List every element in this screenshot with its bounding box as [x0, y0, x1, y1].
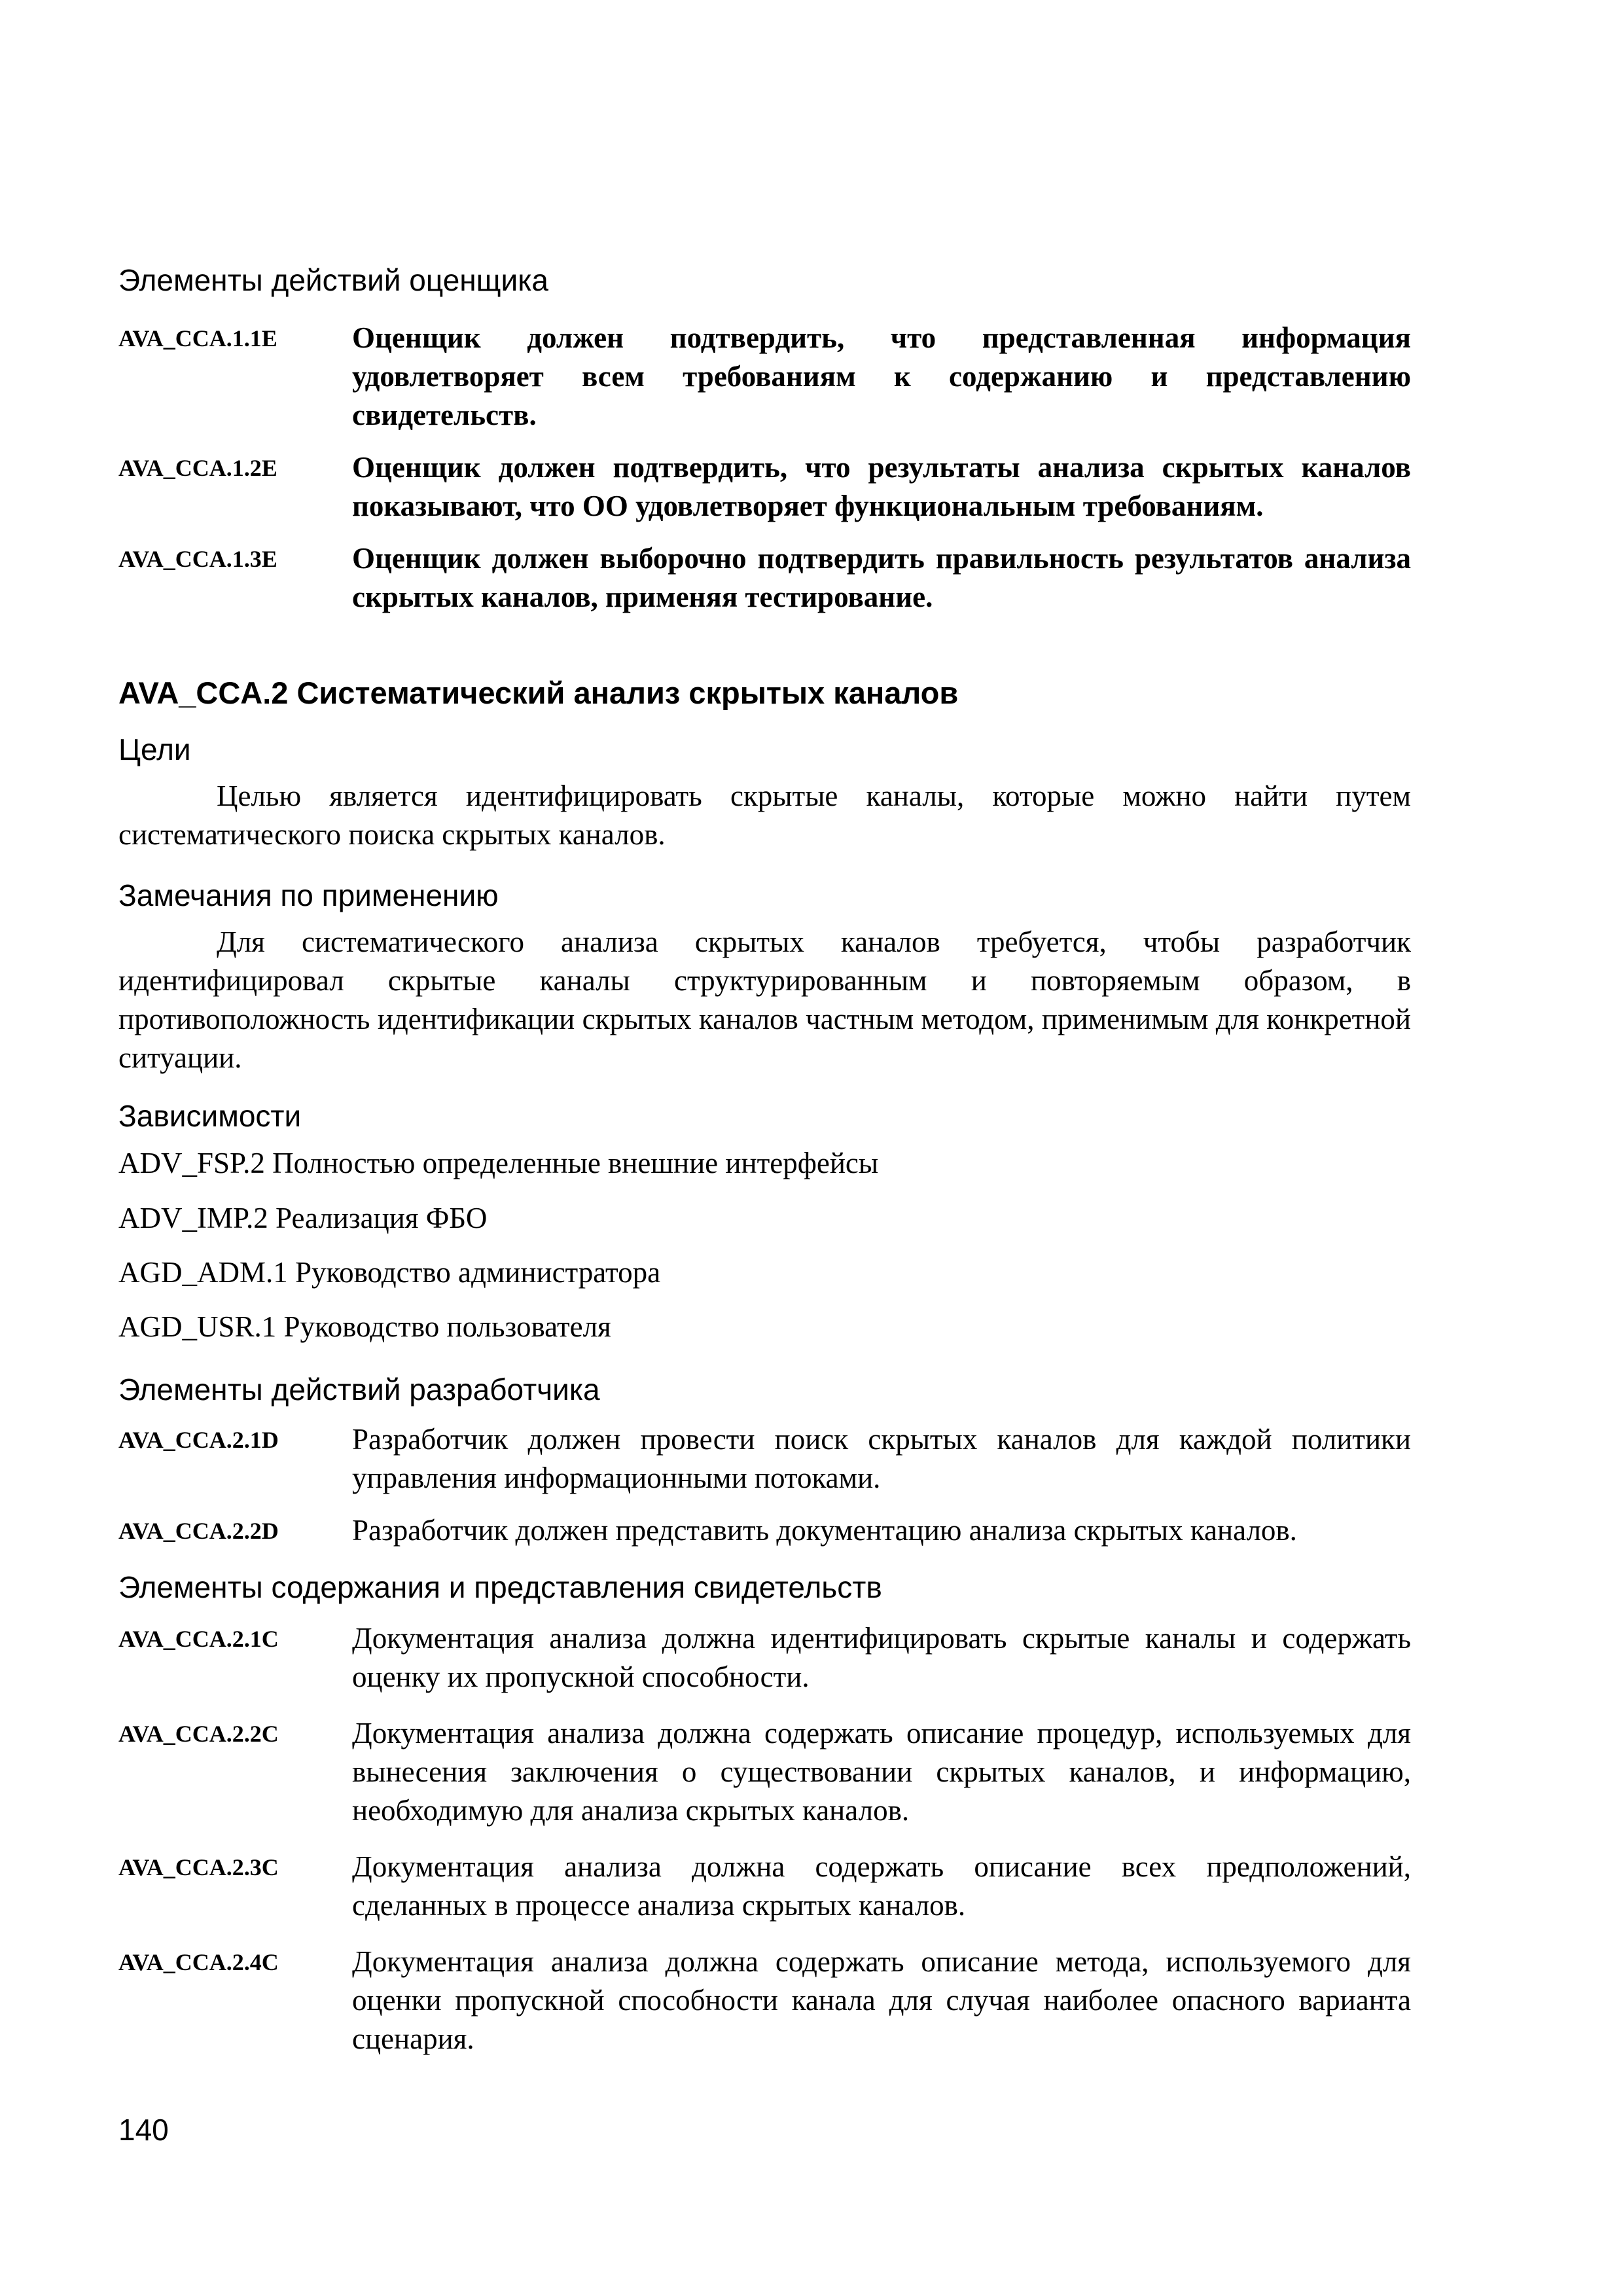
element-text: Разработчик должен провести поиск скрытых каналов для каждой политики управления информационными потоками.: [352, 1423, 1411, 1494]
element-item: [118, 1943, 1411, 2058]
element-code: AVA_CCA.2.3C: [118, 1854, 279, 1880]
element-code: AVA_CCA.1.1E: [118, 325, 277, 351]
element-item: [118, 319, 1411, 435]
developer-heading: Элементы действий разработчика: [118, 1372, 600, 1407]
evaluator-heading: Элементы действий оценщика: [118, 263, 548, 297]
dependency-item: AGD_ADM.1 Руководство администратора: [118, 1256, 661, 1289]
notes-heading: Замечания по применению: [118, 878, 499, 912]
evaluator-items: [118, 319, 1411, 617]
element-code: AVA_CCA.2.1D: [118, 1427, 279, 1453]
element-item: [118, 1848, 1411, 1925]
element-text: Оценщик должен подтвердить, что представленная информация удовлетворяет всем требованиям к содержанию и представлению свидетельств.: [352, 321, 1411, 431]
deps-heading: Зависимости: [118, 1099, 302, 1133]
element-code: AVA_CCA.2.4C: [118, 1949, 279, 1975]
component-title: AVA_CCA.2 Систематический анализ скрытых каналов: [118, 675, 959, 710]
element-code: AVA_CCA.2.2D: [118, 1518, 279, 1544]
dependency-item: ADV_IMP.2 Реализация ФБО: [118, 1202, 488, 1234]
element-item: [118, 1511, 1411, 1551]
element-code: AVA_CCA.1.2E: [118, 455, 277, 481]
goals-heading: Цели: [118, 732, 191, 766]
element-item: [118, 1420, 1411, 1498]
content-items: [118, 1619, 1411, 2058]
element-text: Документация анализа должна содержать описание метода, используемого для оценки пропускной способности канала для случая наиболее опасного варианта сценария.: [352, 1945, 1411, 2055]
goals-text: Целью является идентифицировать скрытые каналы, которые можно найти путем систематического поиска скрытых каналов.: [118, 780, 1411, 851]
dependency-item: ADV_FSP.2 Полностью определенные внешние интерфейсы: [118, 1147, 879, 1179]
element-item: [118, 1619, 1411, 1696]
element-text: Разработчик должен представить документацию анализа скрытых каналов.: [352, 1514, 1297, 1547]
element-text: Документация анализа должна содержать описание процедур, используемых для вынесения заключения о существовании скрытых каналов, и информацию, необходимую для анализа скрытых каналов.: [352, 1717, 1411, 1827]
element-text: Документация анализа должна содержать описание всех предположений, сделанных в процессе анализа скрытых каналов.: [352, 1850, 1411, 1922]
element-text: Оценщик должен подтвердить, что результаты анализа скрытых каналов показывают, что ОО удовлетворяет функциональным требованиям.: [352, 451, 1411, 522]
element-code: AVA_CCA.2.2C: [118, 1721, 279, 1747]
element-item: [118, 539, 1411, 617]
element-code: AVA_CCA.1.3E: [118, 546, 277, 572]
element-item: [118, 1714, 1411, 1830]
notes-text: Для систематического анализа скрытых каналов требуется, чтобы разработчик идентифицировал скрытые каналы структурированным и повторяемым образом, в противоположность идентификации скрытых каналов частным методом, применимым для конкретной ситуации.: [118, 925, 1411, 1074]
element-item: [118, 448, 1411, 526]
page-number: 140: [118, 2113, 169, 2147]
developer-items: [118, 1420, 1411, 1551]
dependency-item: AGD_USR.1 Руководство пользователя: [118, 1310, 611, 1343]
element-text: Документация анализа должна идентифицировать скрытые каналы и содержать оценку их пропускной способности.: [352, 1622, 1411, 1693]
content-heading: Элементы содержания и представления свидетельств: [118, 1570, 882, 1604]
element-text: Оценщик должен выборочно подтвердить правильность результатов анализа скрытых каналов, применяя тестирование.: [352, 542, 1411, 613]
element-code: AVA_CCA.2.1C: [118, 1626, 279, 1652]
